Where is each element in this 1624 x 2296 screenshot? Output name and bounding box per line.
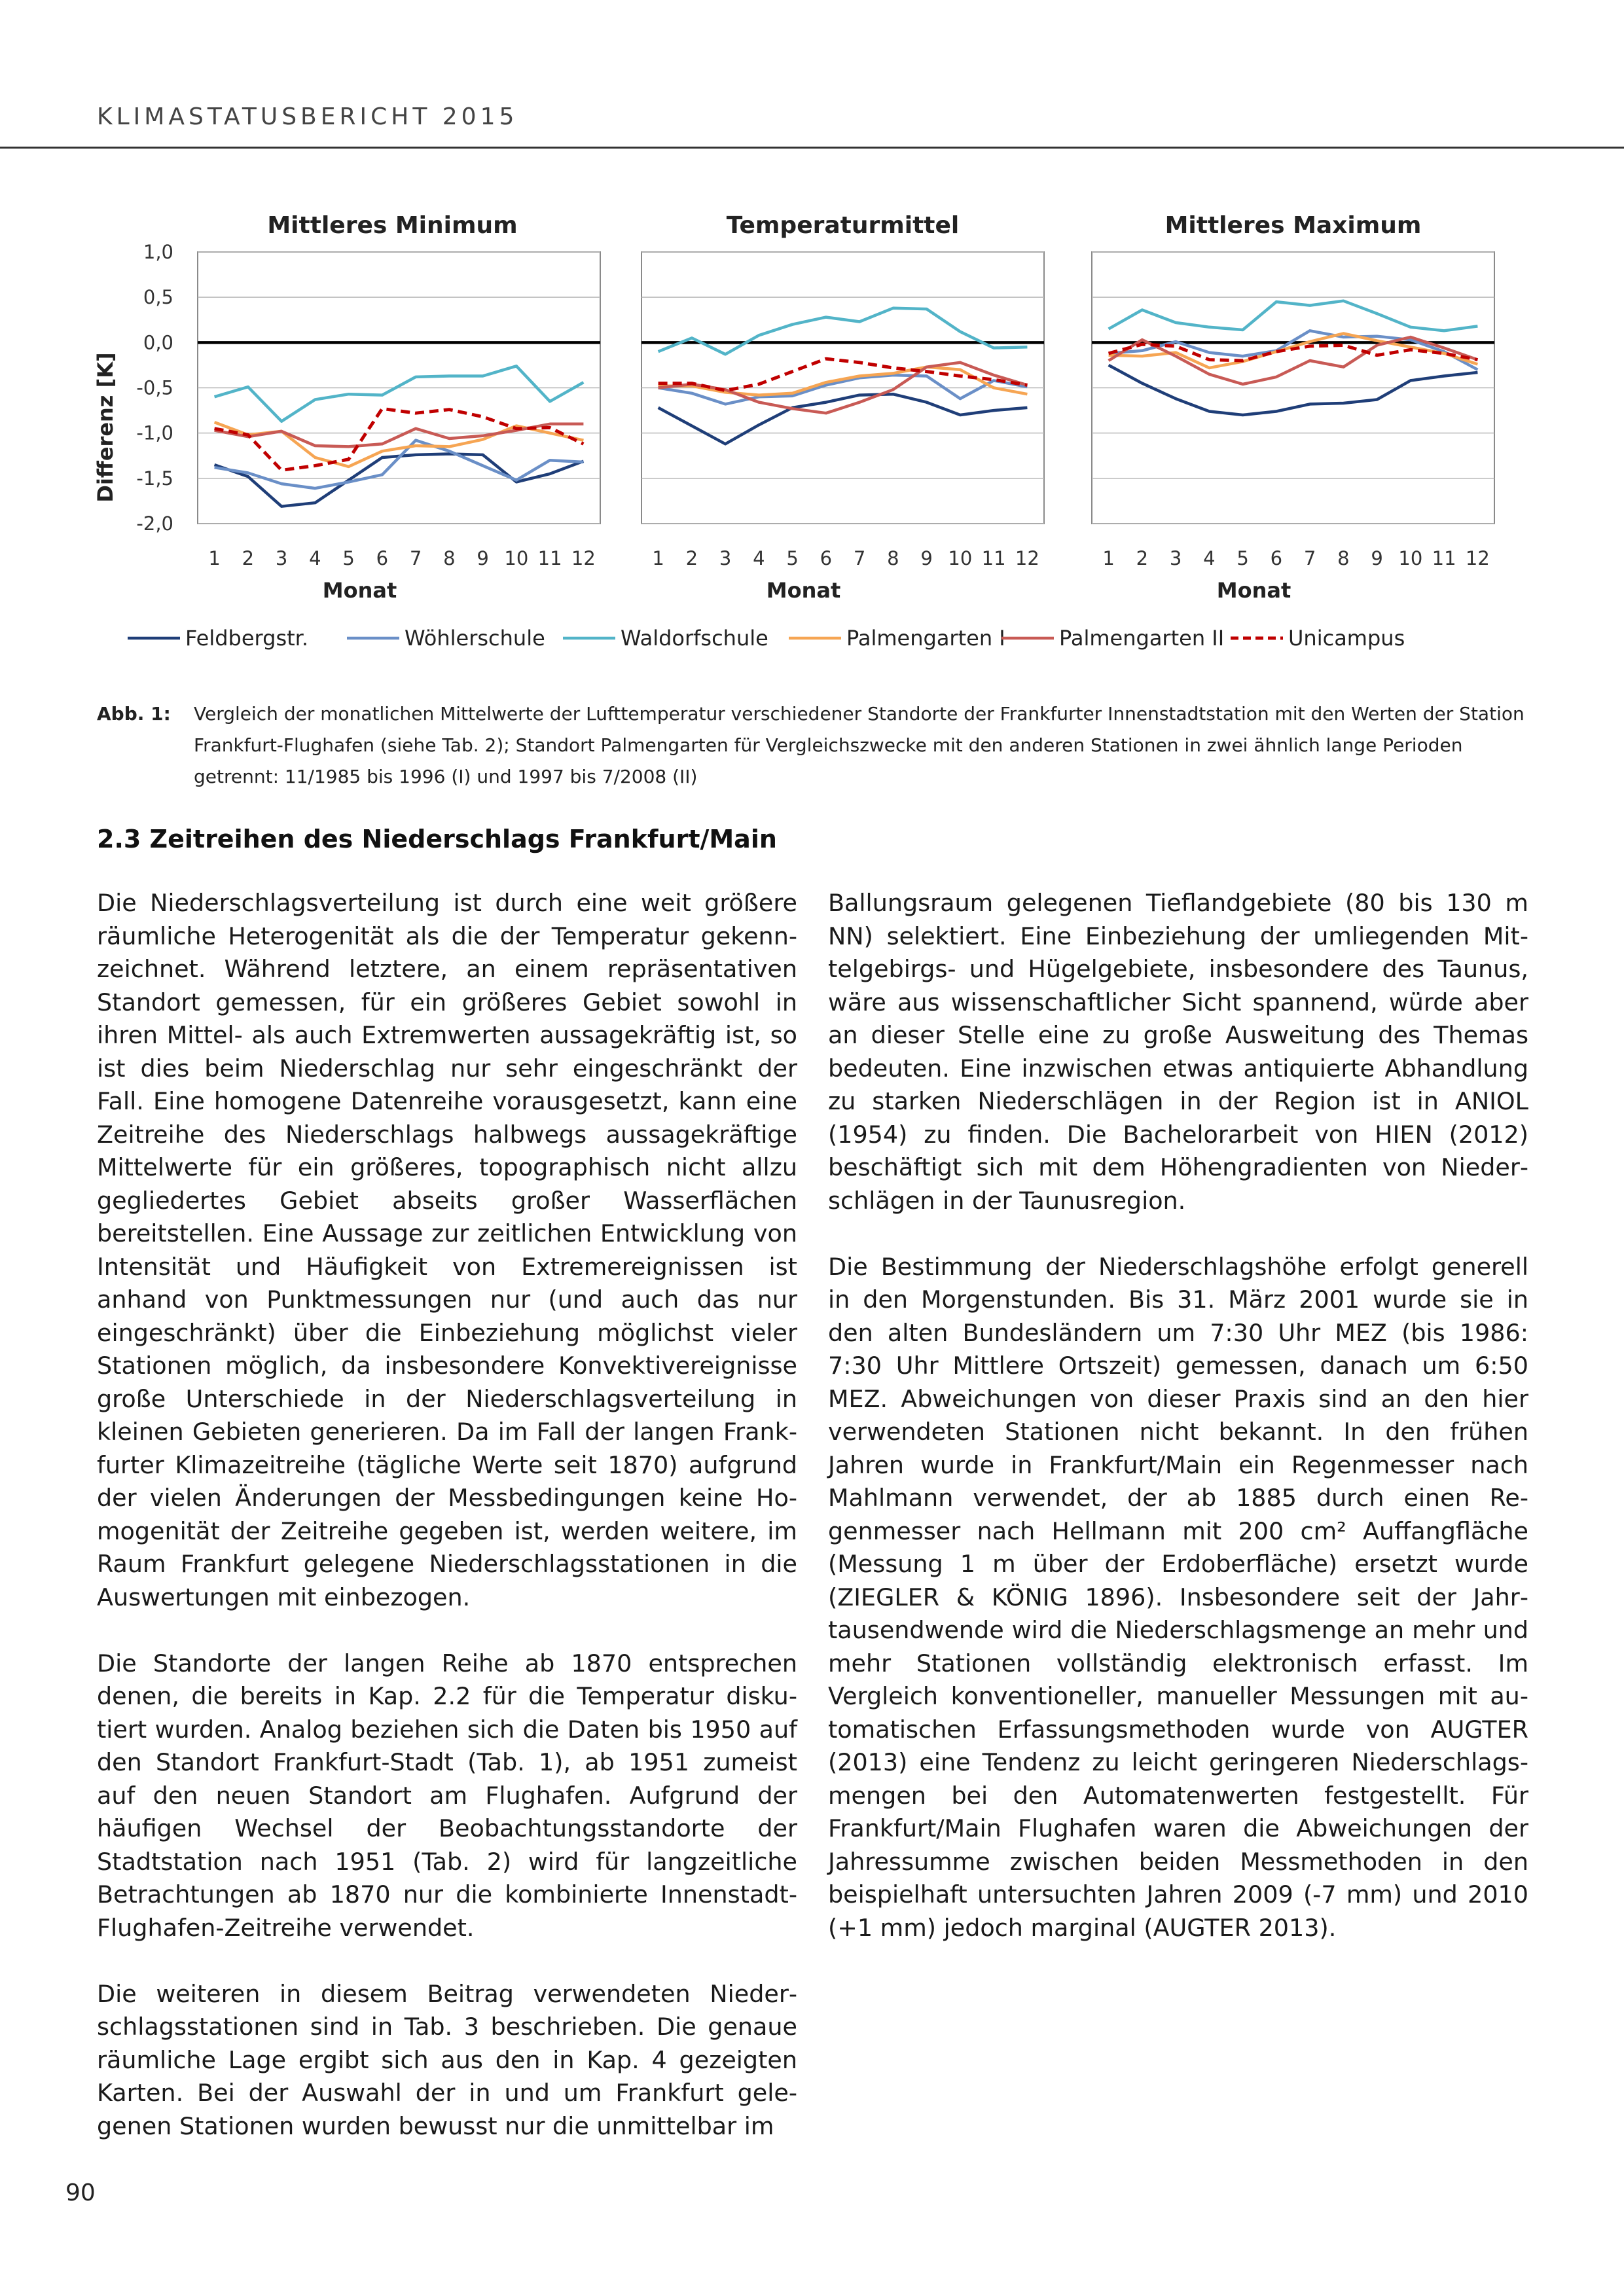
chart-panel-1 bbox=[198, 212, 600, 603]
x-tick-label: 6 bbox=[1270, 547, 1283, 569]
chart-panel-3 bbox=[1092, 212, 1494, 603]
x-tick-label: 9 bbox=[477, 547, 489, 569]
x-tick-label: 1 bbox=[652, 547, 664, 569]
x-axis-label: Monat bbox=[322, 578, 397, 603]
x-tick-label: 3 bbox=[1169, 547, 1182, 569]
caption-text: Vergleich der monatlichen Mittelwerte der Lufttemperatur verschiedener Standorte der Frankfurter Innenstadtstation mit den Werten der Station Frankfurt-Flughafen (siehe Tab. 2); Standort Palmengarten für Vergleichszwecke mit den anderen Stationen in zwei ähnlich lange Perioden getrennt: 11/1985 bis 1996 (I) und 1997 bis 7/2008 (II) bbox=[194, 703, 1525, 787]
y-tick-label: 1,0 bbox=[143, 241, 173, 263]
x-tick-label: 11 bbox=[1432, 547, 1456, 569]
x-tick-label: 8 bbox=[1337, 547, 1350, 569]
legend-item bbox=[563, 626, 768, 651]
x-tick-label: 9 bbox=[1371, 547, 1383, 569]
y-axis-ticks bbox=[136, 241, 173, 535]
legend-item bbox=[347, 626, 545, 651]
x-tick-label: 5 bbox=[786, 547, 799, 569]
legend-label: Palmengarten I bbox=[846, 626, 1005, 651]
body-paragraph: Die weiteren in diesem Beitrag verwendeten Niederschlagsstationen sind in Tab. 3 beschrieben. Die genaue räumliche Lage ergibt sich aus den in Kap. 4 gezeigten Karten. Bei der Auswahl der in und um Frankfurt gelegenen Stationen wurden bewusst nur die unmittelbar im bbox=[97, 1979, 797, 2140]
x-tick-label: 4 bbox=[309, 547, 321, 569]
x-tick-label: 8 bbox=[443, 547, 456, 569]
x-tick-label: 3 bbox=[275, 547, 288, 569]
header-rule bbox=[0, 147, 1624, 149]
x-tick-label: 12 bbox=[571, 547, 596, 569]
body-paragraph: Die Standorte der langen Reihe ab 1870 entsprechen denen, die bereits in Kap. 2.2 für die Temperatur diskutiert wurden. Analog beziehen sich die Daten bis 1950 auf den Standort Frankfurt-Stadt (Tab. 1), ab 1951 zumeist auf den neuen Standort am Flughafen. Aufgrund der häufigen Wechsel der Beobachtungsstandorte der Stadtstation nach 1951 (Tab. 2) wird für langzeitliche Betrachtungen ab 1870 nur die kombinierte Innenstadt-Flughafen-Zeitreihe verwendet. bbox=[97, 1649, 797, 1942]
x-tick-label: 11 bbox=[537, 547, 562, 569]
x-tick-label: 2 bbox=[242, 547, 255, 569]
section-heading: 2.3 Zeitreihen des Niederschlags Frankfurt/Main bbox=[97, 825, 777, 853]
x-tick-label: 4 bbox=[1203, 547, 1216, 569]
chart-y-axis-label: Differenz [K] bbox=[93, 352, 118, 503]
x-tick-label: 5 bbox=[1236, 547, 1249, 569]
x-tick-label: 12 bbox=[1015, 547, 1039, 569]
x-tick-label: 3 bbox=[719, 547, 732, 569]
x-axis-label: Monat bbox=[1216, 578, 1291, 603]
x-tick-label: 8 bbox=[887, 547, 899, 569]
x-tick-label: 2 bbox=[685, 547, 698, 569]
body-paragraph: Ballungsraum gelegenen Tieflandgebiete (80 bis 130 m NN) selektiert. Eine Einbeziehung der umliegenden Mittelgebirgs- und Hügelgebiete, insbesondere des Taunus, wäre aus wissenschaftlicher Sicht spannend, würde aber an dieser Stelle eine zu große Ausweitung des Themas bedeuten. Eine inzwischen etwas antiquierte Abhandlung zu starken Niederschlägen in der Region ist in ANIOL (1954) zu finden. Die Bachelorarbeit von HIEN (2012) beschäftigt sich mit dem Höhengradienten von Niederschlägen in der Taunusregion. bbox=[828, 889, 1528, 1215]
x-tick-label: 1 bbox=[208, 547, 221, 569]
x-tick-label: 10 bbox=[1398, 547, 1423, 569]
legend-label: Waldorfschule bbox=[621, 626, 768, 651]
x-axis-label: Monat bbox=[766, 578, 841, 603]
caption-label: Abb. 1: bbox=[97, 703, 171, 725]
panel-title: Temperaturmittel bbox=[726, 212, 960, 239]
chart-panel-2 bbox=[641, 212, 1044, 603]
x-tick-label: 10 bbox=[504, 547, 529, 569]
y-tick-label: -2,0 bbox=[136, 512, 173, 535]
x-tick-label: 4 bbox=[753, 547, 765, 569]
y-tick-label: 0,0 bbox=[143, 331, 173, 354]
legend-label: Feldbergstr. bbox=[185, 626, 309, 651]
y-tick-label: 0,5 bbox=[143, 286, 173, 309]
x-tick-label: 7 bbox=[409, 547, 422, 569]
x-tick-label: 6 bbox=[820, 547, 833, 569]
y-tick-label: -1,0 bbox=[136, 422, 173, 444]
body-paragraph: Die Bestimmung der Niederschlagshöhe erfolgt generell in den Morgenstunden. Bis 31. März 2001 wurde sie in den alten Bundesländern um 7:30 Uhr MEZ (bis 1986: 7:30 Uhr Mittlere Ortszeit) gemessen, danach um 6:50 MEZ. Abweichungen von dieser Praxis sind an den hier verwendeten Stationen nicht bekannt. In den frühen Jahren wurde in Frankfurt/Main ein Regenmesser nach Mahlmann verwendet, der ab 1885 durch einen Regenmesser nach Hellmann mit 200 cm² Auffangfläche (Messung 1 m über der Erdoberfläche) ersetzt wurde (ZIEGLER & KÖNIG 1896). Insbesondere seit der Jahrtausendwende wird die Niederschlagsmenge an mehr und mehr Stationen vollständig elektronisch erfasst. Im Vergleich konventioneller, manueller Messungen mit automatischen Erfassungsmethoden wurde von AUGTER (2013) eine Tendenz zu leicht geringeren Niederschlagsmengen bei den Automatenwerten festgestellt. Für Frankfurt/Main Flughafen waren die Abweichungen der Jahressumme zwischen beiden Messmethoden in den beispielhaft untersuchten Jahren 2009 (-7 mm) und 2010 (+1 mm) jedoch marginal (AUGTER 2013). bbox=[828, 1252, 1528, 1942]
x-tick-label: 9 bbox=[920, 547, 933, 569]
x-tick-label: 6 bbox=[376, 547, 389, 569]
y-tick-label: -1,5 bbox=[136, 467, 173, 490]
x-tick-label: 1 bbox=[1102, 547, 1115, 569]
x-tick-label: 7 bbox=[853, 547, 866, 569]
body-column-right bbox=[828, 887, 1528, 1978]
y-tick-label: -0,5 bbox=[136, 376, 173, 399]
page-number: 90 bbox=[65, 2179, 96, 2206]
legend-item bbox=[1231, 626, 1405, 651]
x-tick-label: 10 bbox=[948, 547, 973, 569]
body-paragraph: Die Niederschlagsverteilung ist durch eine weit größere räumliche Heterogenität als die der Temperatur gekennzeichnet. Während letztere, an einem repräsentativen Standort gemessen, für ein größeres Gebiet sowohl in ihren Mittel- als auch Extremwerten aussagekräftig ist, so ist dies beim Niederschlag nur sehr eingeschränkt der Fall. Eine homogene Datenreihe vorausgesetzt, kann eine Zeitreihe des Niederschlags halbwegs aussagekräftige Mittelwerte für ein größeres, topographisch nicht allzu gegliedertes Gebiet abseits großer Wasserflächen bereitstellen. Eine Aussage zur zeitlichen Entwicklung von Intensität und Häufigkeit von Extremereignissen ist anhand von Punktmessungen nur (und auch das nur eingeschränkt) über die Einbeziehung möglichst vieler Stationen möglich, da insbesondere Konvektivereignisse große Unterschiede in der Niederschlagsverteilung in kleinen Gebieten generieren. Da im Fall der langen Frankfurter Klimazeitreihe (tägliche Werte seit 1870) aufgrund der vielen Änderungen der Messbedingungen keine Homogenität der Zeitreihe gegeben ist, werden weitere, im Raum Frankfurt gelegene Niederschlagsstationen in die Auswertungen mit einbezogen. bbox=[97, 889, 797, 1611]
x-tick-label: 11 bbox=[981, 547, 1006, 569]
legend-label: Unicampus bbox=[1288, 626, 1405, 651]
x-tick-label: 2 bbox=[1136, 547, 1149, 569]
legend-label: Palmengarten II bbox=[1059, 626, 1225, 651]
legend-item bbox=[1001, 626, 1224, 651]
body-column-left bbox=[97, 887, 797, 2176]
panel-title: Mittleres Minimum bbox=[267, 212, 518, 239]
x-tick-label: 7 bbox=[1303, 547, 1316, 569]
legend-label: Wöhlerschule bbox=[405, 626, 545, 651]
x-tick-label: 5 bbox=[342, 547, 355, 569]
legend-item bbox=[789, 626, 1005, 651]
panel-title: Mittleres Maximum bbox=[1164, 212, 1422, 239]
legend-item bbox=[128, 626, 308, 651]
x-tick-label: 12 bbox=[1465, 547, 1490, 569]
figure-caption bbox=[97, 698, 1530, 793]
figure-temperature-comparison bbox=[85, 196, 1538, 694]
running-header: KLIMASTATUSBERICHT 2015 bbox=[97, 103, 518, 130]
